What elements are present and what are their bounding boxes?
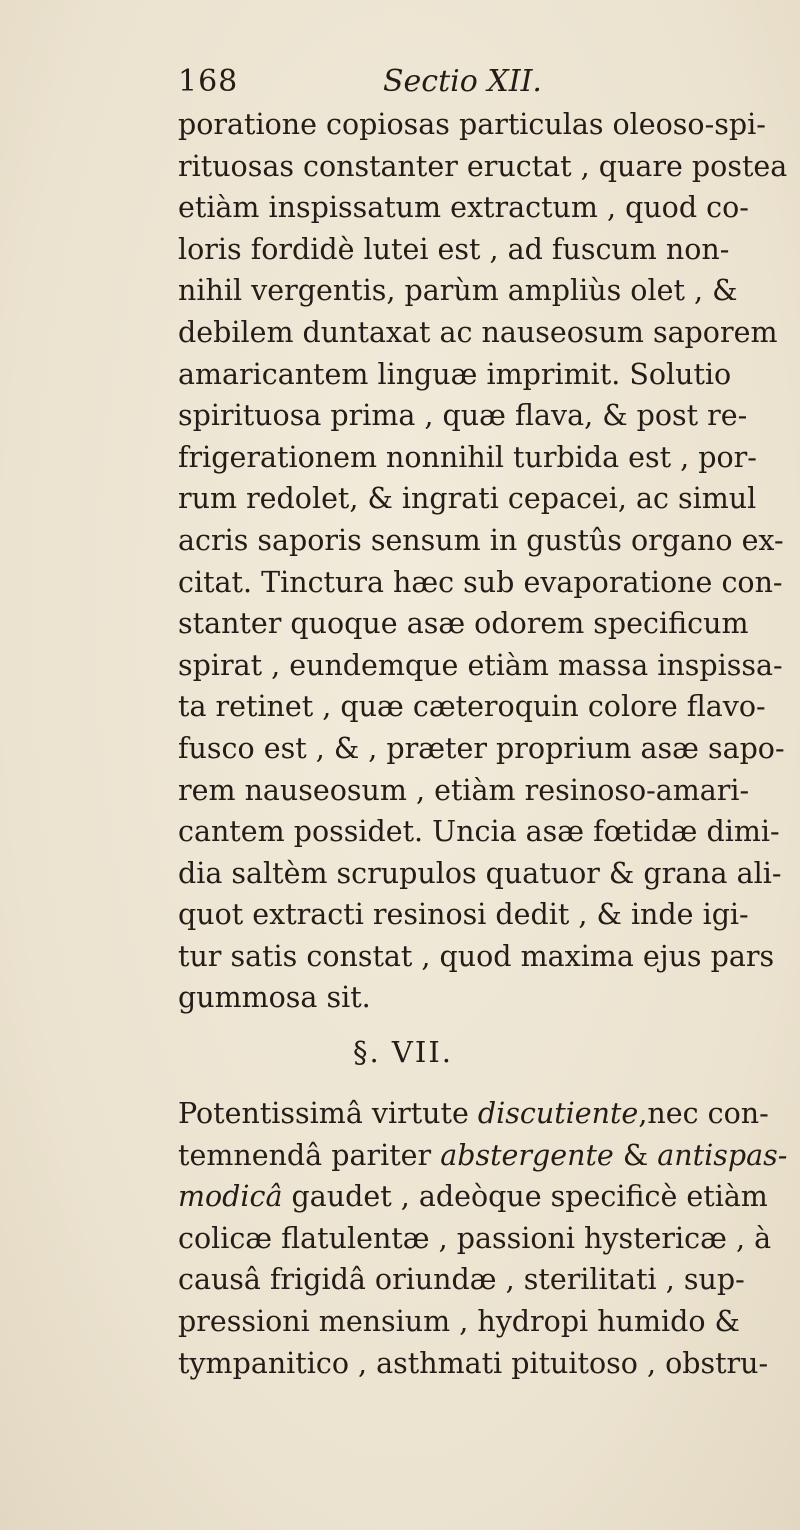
text-line: spirituosa prima , quæ flava, & post re- bbox=[178, 399, 748, 433]
text-line: etiàm inspissatum extractum , quod co- bbox=[178, 191, 749, 225]
text-line bbox=[178, 1176, 768, 1218]
italic-term-antispas: antispas- bbox=[657, 1138, 788, 1172]
italic-term-abstergente: abstergente bbox=[440, 1138, 614, 1172]
text-line: poratione copiosas particulas oleoso-spi- bbox=[178, 108, 766, 141]
text-line: spirat , eundemque etiàm massa inspissa- bbox=[178, 648, 783, 682]
text-line: loris fordidè lutei est , ad fuscum non- bbox=[178, 232, 730, 266]
section-heading: §. VII. bbox=[352, 1035, 453, 1070]
paragraph-2 bbox=[178, 1093, 788, 1384]
text-line: stanter quoque asæ odorem specificum bbox=[178, 607, 749, 641]
text-line: tympanitico , asthmati pituitoso , obstru- bbox=[178, 1346, 769, 1380]
text-line: citat. Tinctura hæc sub evaporatione con- bbox=[178, 565, 783, 599]
page-header bbox=[178, 64, 648, 104]
text-line: rem nauseosum , etiàm resinoso-amari- bbox=[178, 773, 750, 807]
text-line: quot extracti resinosi dedit , & inde igi- bbox=[178, 898, 749, 932]
page-number: 168 bbox=[178, 64, 239, 99]
running-head: Sectio XII. bbox=[383, 64, 542, 99]
text-run: temnendâ pariter bbox=[178, 1138, 441, 1172]
text-line: pressioni mensium , hydropi humido & bbox=[178, 1305, 740, 1339]
text-line: gummosa sit. bbox=[178, 981, 371, 1015]
text-line: frigerationem nonnihil turbida est , por- bbox=[178, 440, 757, 474]
text-line: nihil vergentis, parùm ampliùs olet , & bbox=[178, 274, 738, 308]
text-line: tur satis constat , quod maxima ejus pars bbox=[178, 939, 775, 973]
text-line: dia saltèm scrupulos quatuor & grana ali- bbox=[178, 856, 782, 890]
text-line bbox=[178, 1093, 769, 1135]
text-line: fusco est , & , præter proprium asæ sapo- bbox=[178, 731, 785, 765]
text-line: causâ frigidâ oriundæ , sterilitati , sup- bbox=[178, 1263, 745, 1297]
text-line: rum redolet, & ingrati cepacei, ac simul bbox=[178, 482, 757, 516]
text-run: gaudet , adeòque specificè etiàm bbox=[282, 1180, 768, 1214]
text-line: ta retinet , quæ cæteroquin colore flavo- bbox=[178, 690, 766, 724]
text-line: debilem duntaxat ac nauseosum saporem bbox=[178, 315, 778, 349]
text-line: colicæ flatulentæ , passioni hystericæ , à bbox=[178, 1221, 772, 1255]
text-run: ,nec con- bbox=[638, 1097, 769, 1131]
italic-term-discutiente: discutiente bbox=[477, 1097, 639, 1131]
italic-term-modica: modicâ bbox=[178, 1180, 283, 1214]
text-line: amaricantem linguæ imprimit. Solutio bbox=[178, 357, 732, 391]
text-run: Potentissimâ virtute bbox=[178, 1097, 478, 1131]
text-line: cantem possidet. Uncia asæ fœtidæ dimi- bbox=[178, 815, 780, 849]
paragraph-1 bbox=[178, 104, 788, 1019]
text-line bbox=[178, 1135, 788, 1177]
text-line: rituosas constanter eructat , quare postea bbox=[178, 149, 788, 183]
text-line: acris saporis sensum in gustûs organo ex- bbox=[178, 523, 784, 557]
text-run: & bbox=[613, 1138, 658, 1172]
body-text bbox=[178, 104, 788, 1384]
